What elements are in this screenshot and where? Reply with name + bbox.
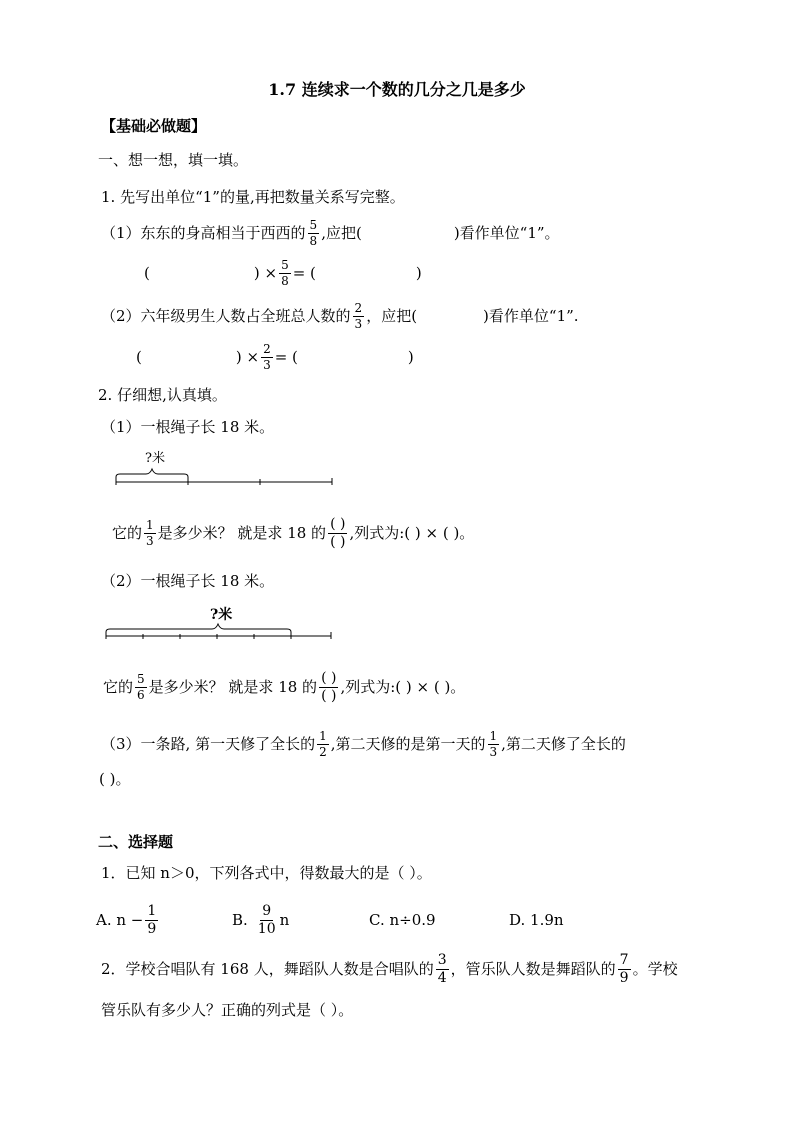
- q1a-eq-fraction: [279, 259, 291, 287]
- eq-times: ) ×: [235, 347, 260, 366]
- q2b-blank-fraction[interactable]: [319, 671, 338, 703]
- frac-den: 4: [437, 969, 447, 986]
- q1a-equation: [144, 258, 422, 288]
- q1a-suffix: )看作单位“1”。: [453, 223, 560, 242]
- q1b-fraction: [353, 302, 365, 330]
- rope1-brace: [116, 469, 188, 482]
- q3-option-c[interactable]: C. n÷0.9: [369, 911, 436, 929]
- q4-line: [101, 951, 678, 987]
- q4-fraction-2: [618, 953, 631, 985]
- q1a-mid: ,应把(: [321, 223, 362, 242]
- q2a-question: [112, 516, 474, 550]
- option-a-label: A. n −: [96, 910, 144, 929]
- q2a-mid: 是多少米？ 就是求 18 的: [157, 523, 327, 542]
- q1b-mid: ，应把(: [366, 306, 418, 325]
- option-b-label: B.: [232, 910, 248, 929]
- eq-times: ) ×: [253, 263, 278, 282]
- part2-heading: 二、选择题: [98, 833, 174, 851]
- frac-den: 8: [281, 273, 289, 288]
- eq-equals: = (: [274, 347, 298, 366]
- q4-mid: ，管乐队人数是舞蹈队的: [450, 959, 616, 978]
- frac-den: 3: [354, 316, 363, 331]
- frac-num: 1: [146, 517, 154, 532]
- q2c-line: [101, 728, 626, 760]
- frac-num: 7: [619, 951, 629, 968]
- rope2-label: ?米: [210, 607, 233, 623]
- frac-num: ( ): [330, 515, 346, 532]
- q3-option-a[interactable]: [96, 902, 160, 938]
- q2c-answer-line: ( )。: [99, 770, 131, 788]
- rope1-diagram: [110, 466, 335, 486]
- frac-den: 6: [137, 687, 145, 702]
- q1b-equation: [136, 342, 414, 372]
- q2b-question: [103, 670, 465, 704]
- frac-num: ( ): [321, 669, 337, 686]
- frac-den: 3: [146, 533, 154, 548]
- q4-prefix: 2．学校合唱队有 168 人，舞蹈队人数是合唱队的: [101, 959, 434, 978]
- frac-num: 1: [147, 902, 157, 919]
- q1-text: 1. 先写出单位“1”的量,再把数量关系写完整。: [101, 188, 405, 206]
- q1a-line: [101, 218, 560, 248]
- part1-heading: 一、想一想，填一填。: [98, 151, 249, 169]
- option-b-fraction: [256, 904, 278, 936]
- frac-den: 9: [147, 920, 157, 937]
- q1b-line: [101, 301, 579, 331]
- q2a-suffix: ,列式为:( ) × ( )。: [349, 523, 475, 542]
- q2c-fraction-2: [488, 730, 500, 758]
- q2b-fraction: [135, 673, 147, 701]
- frac-num: 5: [281, 257, 289, 272]
- frac-num: 2: [354, 300, 363, 315]
- q1a-fraction: [308, 219, 320, 247]
- q4-fraction-1: [436, 953, 449, 985]
- eq-paren-open: (: [136, 347, 142, 366]
- frac-num: 5: [137, 671, 145, 686]
- q2c-suffix: ,第二天修了全长的: [501, 734, 626, 753]
- frac-den: 9: [619, 969, 629, 986]
- section-basic-label: 【基础必做题】: [101, 117, 207, 135]
- q2-text: 2. 仔细想,认真填。: [98, 386, 227, 404]
- frac-num: 3: [437, 951, 447, 968]
- q2a-prefix: 它的: [112, 523, 143, 542]
- rope1-label: ?米: [145, 451, 165, 466]
- eq-paren-close: ): [415, 263, 422, 282]
- frac-num: 9: [262, 902, 272, 919]
- page-title: 1.7 连续求一个数的几分之几是多少: [268, 80, 526, 99]
- q1a-prefix: （1）东东的身高相当于西西的: [101, 223, 306, 242]
- option-b-suffix: n: [279, 910, 290, 929]
- frac-num: 1: [319, 728, 327, 743]
- frac-num: 5: [309, 217, 318, 232]
- q2b-mid: 是多少米？ 就是求 18 的: [148, 677, 318, 696]
- q2c-fraction-1: [317, 730, 329, 758]
- q2a-fraction: [144, 519, 156, 547]
- frac-num: 1: [489, 728, 498, 743]
- frac-den: ( ): [321, 687, 337, 704]
- q3-option-d[interactable]: D. 1.9n: [509, 911, 564, 929]
- q2a-blank-fraction[interactable]: [328, 517, 347, 549]
- eq-equals: = (: [292, 263, 316, 282]
- option-a-fraction: [145, 904, 158, 936]
- frac-den: 10: [257, 920, 276, 937]
- q3-option-b[interactable]: [232, 902, 289, 938]
- eq-paren-close: ): [407, 347, 414, 366]
- q2b-line: （2）一根绳子长 18 米。: [101, 572, 275, 590]
- rope2-brace: [106, 624, 291, 636]
- frac-den: 3: [263, 357, 271, 372]
- q1b-prefix: （2）六年级男生人数占全班总人数的: [101, 306, 351, 325]
- q1b-suffix: )看作单位“1”.: [483, 306, 579, 325]
- q4-line-2: 管乐队有多少人？正确的列式是（ ）。: [101, 1001, 354, 1019]
- q2b-prefix: 它的: [103, 677, 134, 696]
- frac-den: ( ): [330, 533, 346, 550]
- q2a-line: （1）一根绳子长 18 米。: [101, 418, 275, 436]
- rope2-diagram: [102, 622, 334, 642]
- q2b-suffix: ,列式为:( ) × ( )。: [340, 677, 466, 696]
- q1b-eq-fraction: [261, 343, 273, 371]
- frac-den: 3: [489, 744, 498, 759]
- q2c-mid: ,第二天修的是第一天的: [330, 734, 486, 753]
- q4-suffix: 。学校: [632, 959, 678, 978]
- frac-num: 2: [263, 341, 271, 356]
- frac-den: 2: [319, 744, 327, 759]
- eq-paren-open: (: [144, 263, 150, 282]
- q2c-prefix: （3）一条路, 第一天修了全长的: [101, 734, 316, 753]
- q3-text: 1．已知 n＞0，下列各式中，得数最大的是（ ）。: [101, 864, 432, 882]
- frac-den: 8: [309, 233, 318, 248]
